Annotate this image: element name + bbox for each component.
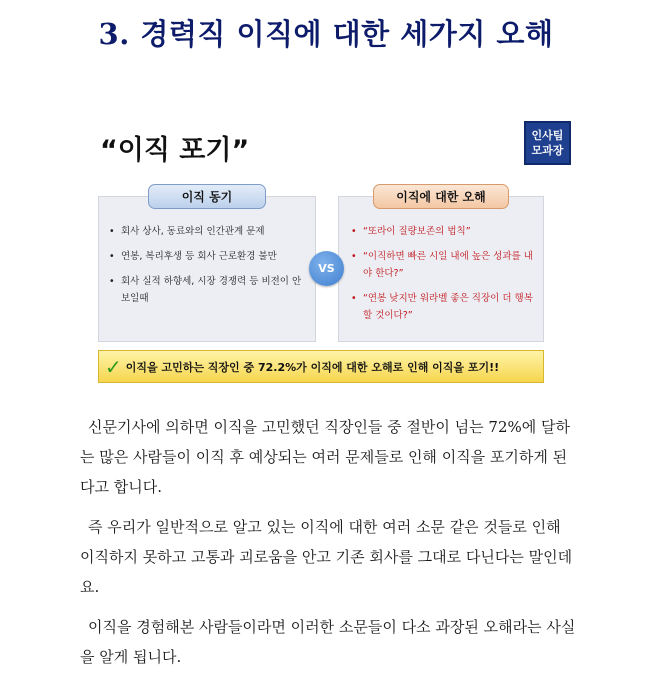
- paragraph: 이직을 경험해본 사람들이라면 이러한 소문들이 다소 과장된 오해라는 사실을 알게 됩니다.: [80, 618, 576, 666]
- motivation-panel: [98, 196, 316, 342]
- badge-line-2: 모과장: [531, 144, 564, 157]
- list-item: • 연봉, 복리후생 등 회사 근로환경 불만: [109, 248, 309, 265]
- paragraph: 즉 우리가 일반적으로 알고 있는 이직에 대한 여러 소문 같은 것들로 인해 이직하지 못하고 고통과 괴로움을 안고 기존 회사를 그대로 다닌다는 말인데요.: [80, 518, 573, 596]
- list-item: • 회사 상사, 동료와의 인간관계 문제: [109, 223, 309, 240]
- list-item: • “또라이 질량보존의 법칙”: [351, 223, 541, 240]
- badge-line-1: 인사팀: [531, 129, 564, 142]
- list-item: • 회사 실적 하향세, 시장 경쟁력 등 비전이 안보일때: [109, 273, 309, 307]
- paragraph: 신문기사에 의하면 이직을 고민했던 직장인들 중 절반이 넘는 72%에 달하는 많은 사람들이 이직 후 예상되는 여러 문제들로 인해 이직을 포기하게 된다고 합니다.: [80, 418, 570, 496]
- list-item: • “이직하면 빠른 시일 내에 높은 성과를 내야 한다?”: [351, 248, 541, 282]
- misconception-list: [351, 223, 541, 332]
- page-title: 3. 경력직 이직에 대한 세가지 오해: [98, 17, 554, 51]
- banner-text: 이직을 고민하는 직장인 중 72.2%가 이직에 대한 오해로 인해 이직을 포기!!: [125, 360, 500, 374]
- summary-banner: [98, 350, 544, 383]
- section-heading: “이직 포기”: [100, 135, 250, 166]
- vs-badge: VS: [309, 251, 344, 286]
- checkmark-icon: ✓: [105, 354, 122, 379]
- list-item: • “연봉 낮지만 워라벨 좋은 직장이 더 행복할 것이다?”: [351, 290, 541, 324]
- motivation-label: 이직 동기: [148, 184, 266, 209]
- misconception-label: 이직에 대한 오해: [373, 184, 509, 209]
- author-badge: [524, 121, 571, 165]
- misconception-panel: [338, 196, 544, 342]
- motivation-list: [109, 223, 309, 315]
